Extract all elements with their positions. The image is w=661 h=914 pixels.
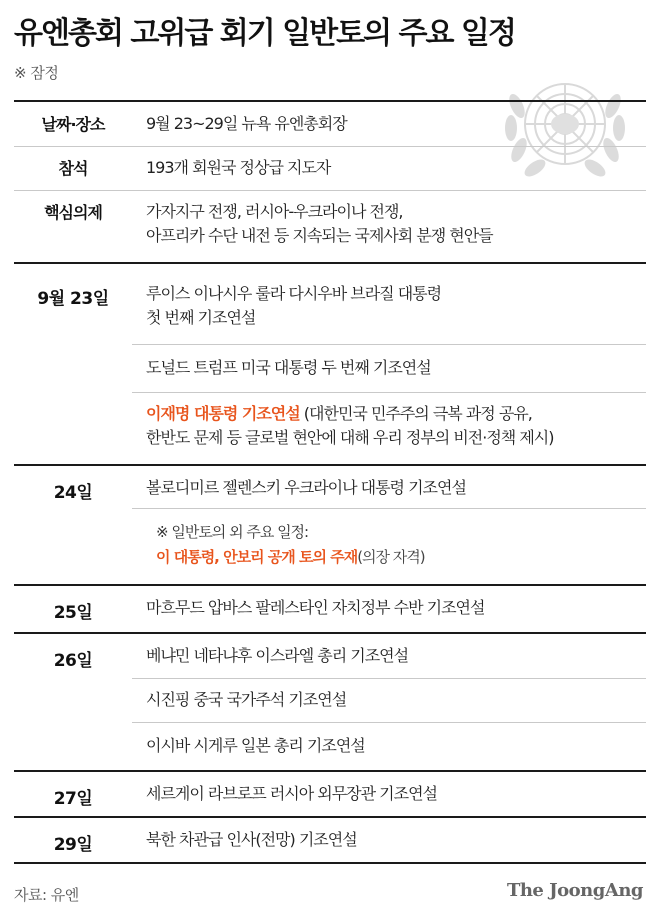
- divider: [132, 392, 646, 393]
- info-row-attendance: [14, 156, 646, 180]
- event-netanyahu: 베냐민 네타냐후 이스라엘 총리 기조연설: [146, 646, 409, 665]
- event-line: 루이스 이나시우 룰라 다시우바 브라질 대통령: [146, 284, 442, 303]
- info-value: [146, 200, 493, 248]
- event-line: 한반도 문제 등 글로벌 현안에 대해 우리 정부의 비전·정책 제시): [146, 428, 554, 447]
- divider: [14, 190, 646, 191]
- top-rule: [14, 100, 646, 102]
- event-lula: [146, 282, 441, 330]
- date-label-23: 9월 23일: [37, 289, 109, 309]
- info-row-agenda: [14, 200, 646, 248]
- divider: [132, 722, 646, 723]
- event-line: 첫 번째 기조연설: [146, 308, 256, 327]
- info-label: 날짜·장소: [41, 115, 105, 134]
- date-label-25: 25일: [53, 603, 93, 623]
- section-rule: [14, 770, 646, 772]
- note-paren: (의장 자격): [357, 548, 425, 566]
- event-lavrov: 세르게이 라브로프 러시아 외무장관 기조연설: [146, 784, 438, 803]
- section-rule: [14, 632, 646, 634]
- divider: [132, 344, 646, 345]
- event-zelensky: 볼로디미르 젤렌스키 우크라이나 대통령 기조연설: [146, 478, 466, 497]
- date-label-24: 24일: [53, 483, 93, 503]
- event-ishiba: 이시바 시게루 일본 총리 기조연설: [146, 736, 365, 755]
- info-value: 9월 23~29일 뉴욕 유엔총회장: [146, 114, 347, 133]
- section-rule: [14, 816, 646, 818]
- date-label-29: 29일: [53, 835, 93, 855]
- info-label: 핵심의제: [44, 203, 102, 222]
- event-highlight: 이재명 대통령 기조연설: [146, 404, 300, 423]
- brand-logo: The JoongAng: [506, 880, 643, 901]
- event-xi: 시진핑 중국 국가주석 기조연설: [146, 690, 347, 709]
- divider: [14, 146, 646, 147]
- section-rule: [14, 464, 646, 466]
- event-line: (대한민국 민주주의 극복 과정 공유,: [299, 404, 532, 423]
- section-rule: [14, 262, 646, 264]
- info-label: 참석: [58, 159, 88, 178]
- other-schedule-note: [156, 520, 425, 570]
- bottom-rule: [14, 862, 646, 864]
- agenda-line-1: 가자지구 전쟁, 러시아-우크라이나 전쟁,: [146, 202, 403, 221]
- note-line: ※ 일반토의 외 주요 일정:: [156, 523, 309, 541]
- source-note: 자료: 유엔: [14, 886, 79, 904]
- provisional-note: ※ 잠정: [14, 64, 59, 82]
- event-trump: 도널드 트럼프 미국 대통령 두 번째 기조연설: [146, 358, 431, 377]
- divider: [132, 508, 646, 509]
- agenda-line-2: 아프리카 수단 내전 등 지속되는 국제사회 분쟁 현안들: [146, 226, 493, 245]
- section-rule: [14, 584, 646, 586]
- event-north-korea: 북한 차관급 인사(전망) 기조연설: [146, 830, 357, 849]
- note-highlight: 이 대통령, 안보리 공개 토의 주재: [156, 548, 358, 566]
- info-value: 193개 회원국 정상급 지도자: [146, 158, 331, 177]
- info-row-date-place: [14, 112, 646, 136]
- event-lee: [146, 402, 554, 450]
- date-label-27: 27일: [53, 789, 93, 809]
- event-abbas: 마흐무드 압바스 팔레스타인 자치정부 수반 기조연설: [146, 598, 485, 617]
- divider: [132, 678, 646, 679]
- page-title: 유엔총회 고위급 회기 일반토의 주요 일정: [14, 16, 515, 51]
- date-label-26: 26일: [53, 651, 93, 671]
